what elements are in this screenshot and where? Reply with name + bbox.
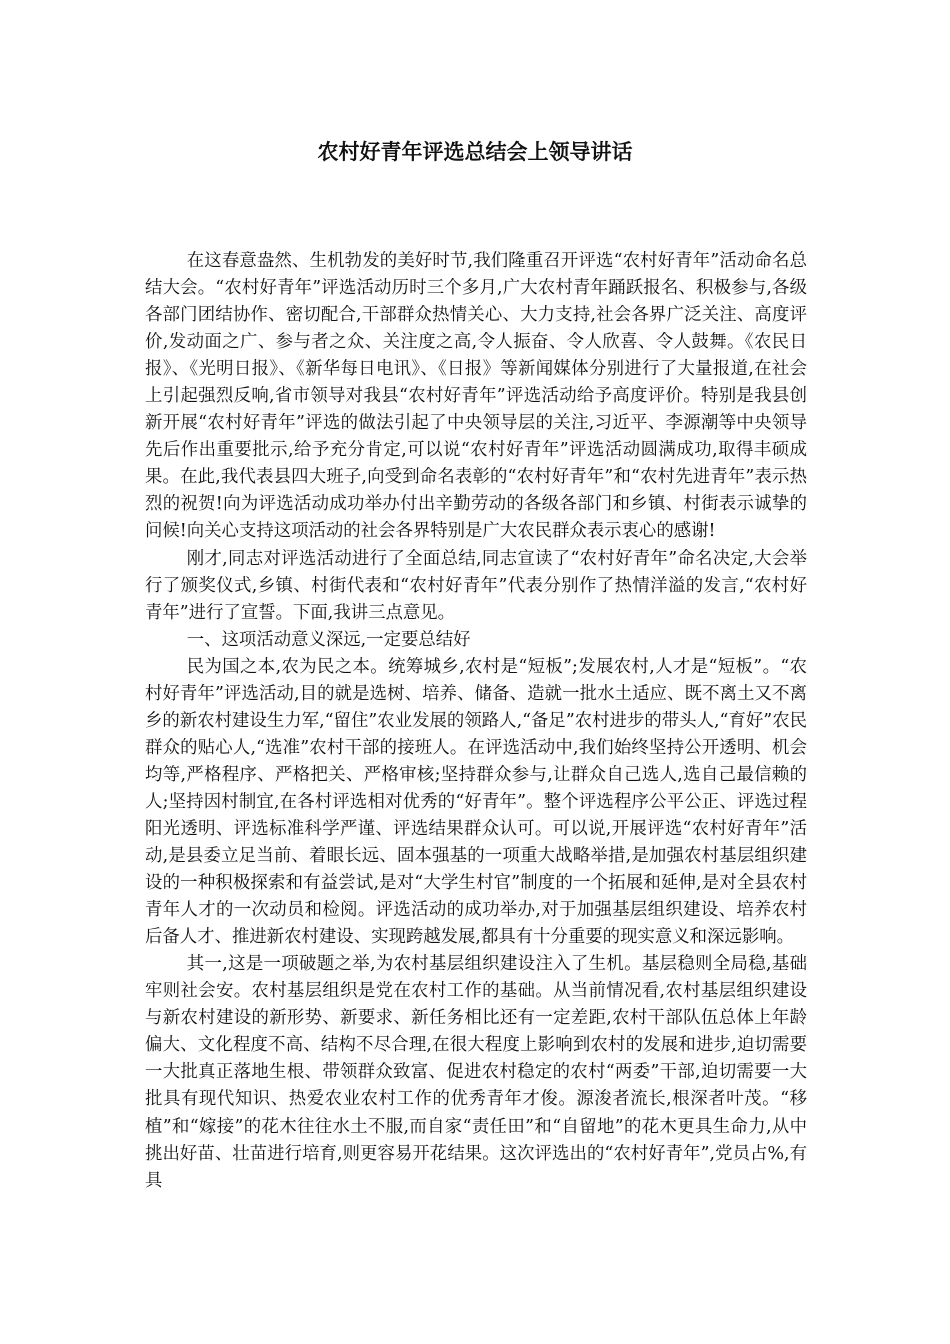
section-heading-one: 一、这项活动意义深远,一定要总结好 — [186, 629, 471, 650]
document-title: 农村好青年评选总结会上领导讲话 — [317, 139, 633, 164]
paragraph-summary: 刚才,同志对评选活动进行了全面总结,同志宣读了“农村好青年”命名决定,大会举行了颁奖仪式,乡镇、村街代表和“农村好青年”代表分别作了热情洋溢的发言,“农村好青年”进行了宣誓。下面,我讲三点意见。 — [145, 548, 807, 623]
paragraph-opening: 在这春意盎然、生机勃发的美好时节,我们隆重召开评选“农村好青年”活动命名总结大会。“农村好青年”评选活动历时三个多月,广大农村青年踊跃报名、积极参与,各级各部门团结协作、密切配合,干部群众热情关心、大力支持,社会各界广泛关注、高度评价,发动面之广、参与者之众、关注度之高,令人振奋、令人欣喜、令人鼓舞。《农民日报》、《光明日报》、《新华每日电讯》、《日报》等新闻媒体分别进行了大量报道,在社会上引起强烈反响,省市领导对我县“农村好青年”评选活动给予高度评价。特别是我县创新开展“农村好青年”评选的做法引起了中央领导层的关注,习近平、李源潮等中央领导先后作出重要批示,给予充分肯定,可以说“农村好青年”评选活动圆满成功,取得丰硕成果。在此,我代表县四大班子,向受到命名表彰的“农村好青年”和“农村先进青年”表示热烈的祝贺!向为评选活动成功举办付出辛勤劳动的各级各部门和乡镇、村街表示诚挚的问候!向关心支持这项活动的社会各界特别是广大农民群众表示衷心的感谢! — [145, 251, 807, 542]
paragraph-point-one: 其一,这是一项破题之举,为农村基层组织建设注入了生机。基层稳则全局稳,基础牢则社会安。农村基层组织是党在农村工作的基础。从当前情况看,农村基层组织建设与新农村建设的新形势、新要求、新任务相比还有一定差距,农村干部队伍总体上年龄偏大、文化程度不高、结构不尽合理,在很大程度上影响到农村的发展和进步,迫切需要一大批真正落地生根、带领群众致富、促进农村稳定的农村“两委”干部,迫切需要一大批具有现代知识、热爱农业农村工作的优秀青年才俊。源浚者流长,根深者叶茂。“移植”和“嫁接”的花木往往水土不服,而自家“责任田”和“自留地”的花木更具生命力,从中挑出好苗、壮苗进行培育,则更容易开花结果。这次评选出的“农村好青年”,党员占%,有具 — [145, 954, 807, 1191]
paragraph-significance: 民为国之本,农为民之本。统筹城乡,农村是“短板”;发展农村,人才是“短板”。“农村好青年”评选活动,目的就是选树、培养、储备、造就一批水土适应、既不离土又不离乡的新农村建设生力军,“留住”农业发展的领路人,“备足”农村进步的带头人,“育好”农民群众的贴心人,“选准”农村干部的接班人。在评选活动中,我们始终坚持公开透明、机会均等,严格程序、严格把关、严格审核;坚持群众参与,让群众自己选人,选自己最信赖的人;坚持因村制宜,在各村评选相对优秀的“好青年”。整个评选程序公平公正、评选过程阳光透明、评选标准科学严谨、评选结果群众认可。可以说,开展评选“农村好青年”活动,是县委立足当前、着眼长远、固本强基的一项重大战略举措,是加强农村基层组织建设的一种积极探索和有益尝试,是对“大学生村官”制度的一个拓展和延伸,是对全县农村青年人才的一次动员和检阅。评选活动的成功举办,对于加强基层组织建设、培养农村后备人才、推进新农村建设、实现跨越发展,都具有十分重要的现实意义和深远影响。 — [145, 656, 807, 948]
document-body — [145, 248, 807, 1195]
